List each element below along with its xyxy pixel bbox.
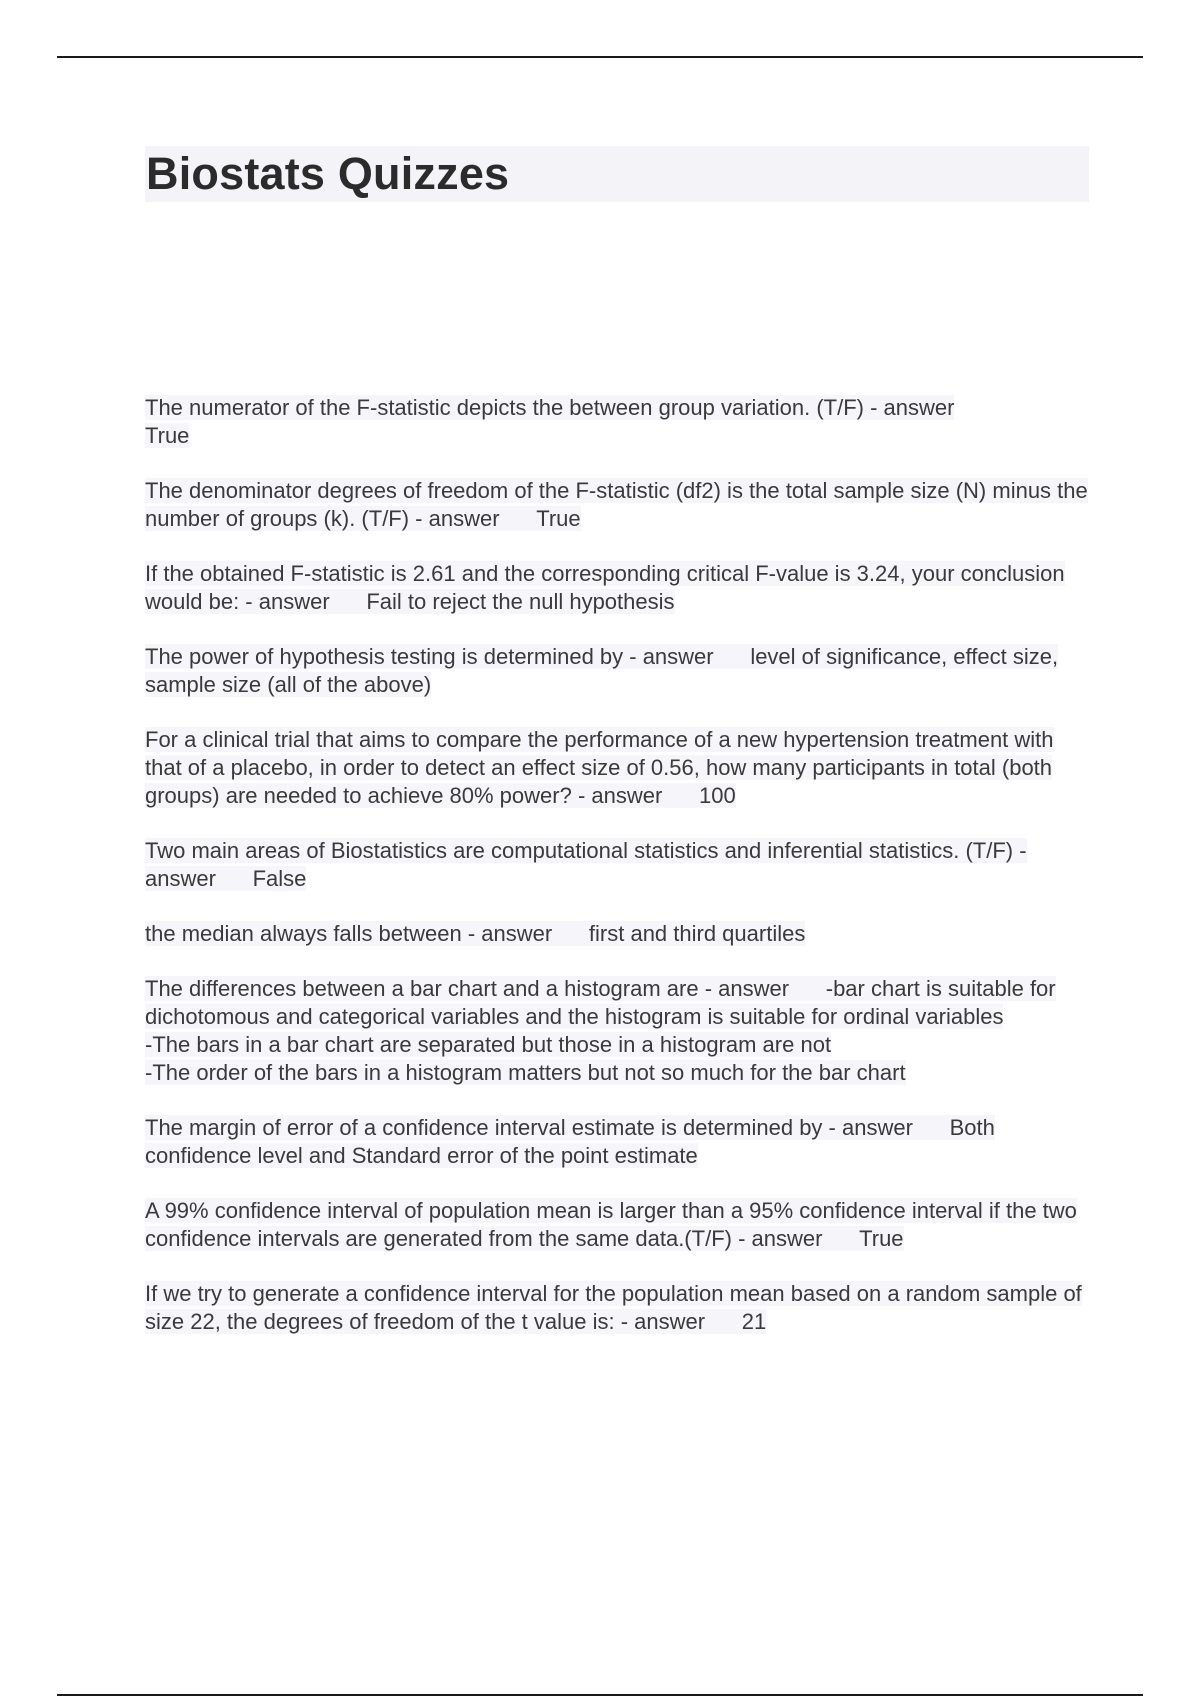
answer-extra-line: -The bars in a bar chart are separated but those in a histogram are not (145, 1032, 832, 1057)
answer-text: True (145, 423, 190, 448)
qa-item (145, 1197, 1095, 1253)
question-text: the median always falls between - answer (145, 921, 553, 946)
answer-text: True (859, 1226, 904, 1251)
qa-item (145, 560, 1095, 616)
question-text: The denominator degrees of freedom of the F-statistic (df2) is the total sample size (N) minus the number of groups (k). (T/F) - answer (145, 478, 1088, 531)
bottom-rule (57, 1694, 1143, 1696)
qa-item (145, 1114, 1095, 1170)
answer-text: Fail to reject the null hypothesis (366, 589, 675, 614)
qa-item (145, 975, 1095, 1087)
answer-text: 21 (741, 1309, 767, 1334)
qa-item (145, 477, 1095, 533)
question-text: The margin of error of a confidence interval estimate is determined by - answer (145, 1115, 913, 1140)
top-rule (57, 56, 1143, 58)
qa-item (145, 643, 1095, 699)
answer-text: False (252, 866, 307, 891)
question-text: The numerator of the F-statistic depicts the between group variation. (T/F) - answer (145, 395, 955, 420)
question-text: The power of hypothesis testing is determined by - answer (145, 644, 714, 669)
qa-item (145, 394, 1095, 450)
answer-text: level of significance, effect size, sample size (all of the above) (145, 644, 1059, 697)
page-title: Biostats Quizzes (146, 148, 510, 199)
question-text: For a clinical trial that aims to compare the performance of a new hypertension treatment with that of a placebo, in order to detect an effect size of 0.56, how many participants in total (both groups) are needed to achieve 80% power? - answer (145, 727, 1054, 808)
answer-text: 100 (699, 783, 736, 808)
answer-extra-line: -The order of the bars in a histogram matters but not so much for the bar chart (145, 1060, 906, 1085)
qa-item (145, 1280, 1095, 1336)
answer-text: -bar chart is suitable for dichotomous and categorical variables and the histogram is suitable for ordinal variables (145, 976, 1056, 1029)
qa-item (145, 920, 1095, 948)
answer-text: Both confidence level and Standard error of the point estimate (145, 1115, 995, 1168)
question-text: Two main areas of Biostatistics are computational statistics and inferential statistics. (T/F) - answer (145, 838, 1027, 891)
question-text: If the obtained F-statistic is 2.61 and the corresponding critical F-value is 3.24, your conclusion would be: - answer (145, 561, 1065, 614)
answer-text: True (536, 506, 581, 531)
qa-list (145, 394, 1095, 1363)
question-text: If we try to generate a confidence interval for the population mean based on a random sample of size 22, the degrees of freedom of the t value is: - answer (145, 1281, 1082, 1334)
question-text: A 99% confidence interval of population mean is larger than a 95% confidence interval if the two confidence intervals are generated from the same data.(T/F) - answer (145, 1198, 1077, 1251)
qa-item (145, 837, 1095, 893)
answer-text: first and third quartiles (588, 921, 806, 946)
question-text: The differences between a bar chart and a histogram are - answer (145, 976, 790, 1001)
qa-item (145, 726, 1095, 810)
